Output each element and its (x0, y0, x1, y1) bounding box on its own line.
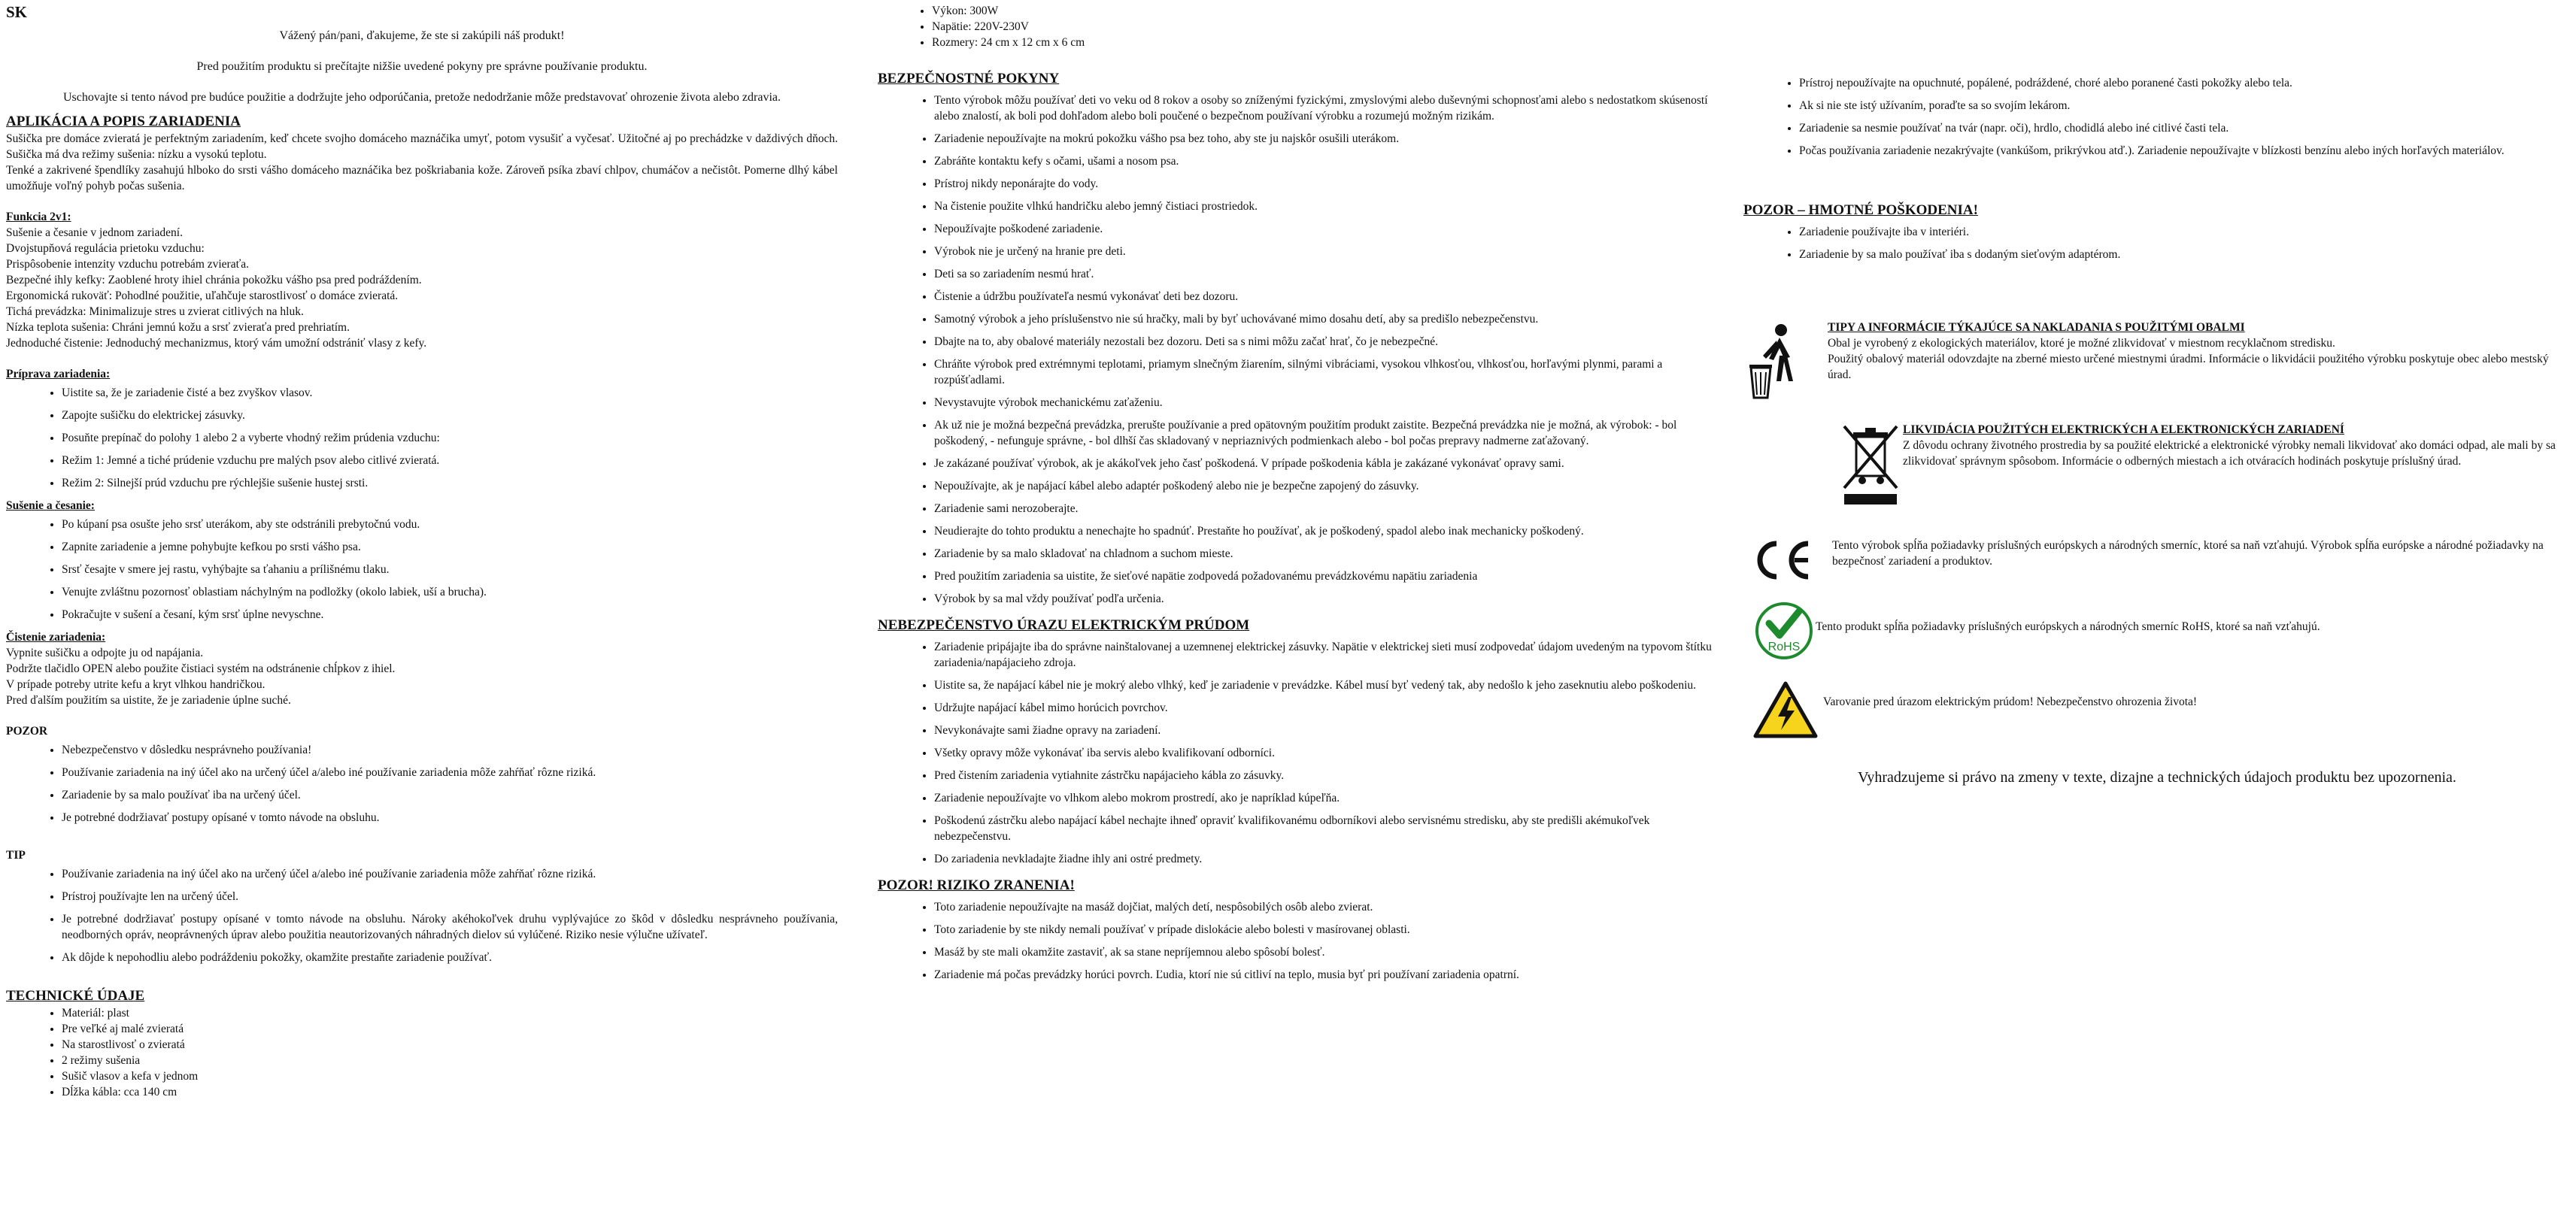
cleaning-line: Vypnite sušičku a odpojte ju od napájania. (6, 647, 204, 659)
function-heading: Funkcia 2v1: (6, 211, 71, 223)
list-item: • Chráňte výrobok pred extrémnymi teplotami, priamym slnečným žiarením, silnými vibráciami, vysokou vlhkosťou, vlhkosťou, horľavými plynmi, parami a rozpúšťadlami. (934, 356, 1718, 388)
list-item: • Materiál: plast (62, 1005, 838, 1021)
damage-heading: POZOR – HMOTNÉ POŠKODENIA! (1743, 202, 1978, 218)
list-item: • Počas používania zariadenie nezakrývajte (vankúšom, prikrývkou atď.). Zariadenie nepoužívajte v blízkosti benzínu alebo iných horľavých materiálov. (1799, 143, 2571, 159)
list-item: • 2 režimy sušenia (62, 1053, 838, 1068)
packaging-text-2: Použitý obalový materiál odovzdajte na zberné miesto určené miestnymi úradmi. Informácie o likvidácii použitého výrobku poskytuje obec alebo mestský úrad. (1828, 353, 2549, 381)
list-item: • Zariadenie nepoužívajte na mokrú pokožku vášho psa bez toho, aby ste ju najskôr osušili uterákom. (934, 131, 1718, 147)
shock-heading: NEBEZPEČENSTVO ÚRAZU ELEKTRICKÝM PRÚDOM (878, 617, 1250, 633)
rohs-text: Tento produkt spĺňa požiadavky príslušných európskych a národných smerníc RoHS, ktoré sa naň vzťahujú. (1816, 620, 2320, 633)
list-item: • Poškodenú zástrčku alebo napájací kábel nechajte ihneď opraviť kvalifikovanému odborníkovi alebo servisnému stredisku, aby ste predišli akémukoľvek nebezpečenstvu. (934, 813, 1718, 844)
list-item: • Zariadenie sami nerozoberajte. (934, 501, 1718, 517)
list-item: • Uistite sa, že je zariadenie čisté a bez zvyškov vlasov. (62, 385, 838, 401)
rohs-section (1743, 601, 2571, 664)
damage-list (1743, 224, 2571, 262)
list-item: • Udržujte napájací kábel mimo horúcich povrchov. (934, 700, 1718, 716)
list-item: • Deti sa so zariadením nesmú hrať. (934, 266, 1718, 282)
list-item: • Toto zariadenie by ste nikdy nemali používať v prípade dislokácie alebo bolesti v masírovanej oblasti. (934, 922, 1718, 938)
list-item: • Venujte zvláštnu pozornosť oblastiam náchylným na podložky (okolo labiek, uší a brucha). (62, 584, 838, 600)
cleaning-line: V prípade potreby utrite kefu a kryt vlhkou handričkou. (6, 678, 265, 691)
function-line: Tichá prevádzka: Minimalizuje stres u zvierat citlivých na hluk. (6, 305, 304, 318)
list-item: • Používanie zariadenia na iný účel ako na určený účel a/alebo iné používanie zariadenia môže zahŕňať rôzne riziká. (62, 866, 838, 882)
shock-warning-section (1743, 679, 2571, 742)
tech-list (6, 1005, 838, 1100)
function-line: Sušenie a česanie v jednom zariadení. (6, 226, 183, 239)
preparation-list (6, 385, 838, 491)
language-heading: SK (6, 3, 28, 21)
column-1 (6, 0, 838, 1100)
injury-list (878, 899, 1718, 983)
list-item: • Nevystavujte výrobok mechanickému zaťaženiu. (934, 395, 1718, 411)
tech-list-continued (878, 3, 1718, 50)
list-item: • Neudierajte do tohto produktu a nenechajte ho spadnúť. Prestaňte ho používať, ak je poškodený, spadol alebo inak mechanicky poškodený. (934, 523, 1718, 539)
list-item: • Pre veľké aj malé zvieratá (62, 1021, 838, 1037)
shock-list (878, 639, 1718, 867)
column-2 (878, 0, 1718, 989)
preparation-heading: Príprava zariadenia: (6, 368, 111, 380)
list-item: • Zabráňte kontaktu kefy s očami, ušami a nosom psa. (934, 153, 1718, 169)
list-item: • Zapojte sušičku do elektrickej zásuvky. (62, 408, 838, 423)
application-text-1: Sušička pre domáce zvieratá je perfektným zariadením, keď chcete svojho domáceho maznáčika umyť, potom vysušiť a vyčesať. Užitočné aj po prechádzke v daždivých dňoch. Sušička má dva režimy sušenia: nízku a vysokú teplotu. (6, 132, 838, 161)
list-item: • Napätie: 220V-230V (932, 19, 1718, 35)
weee-text: Z dôvodu ochrany životného prostredia by sa použité elektrické a elektronické výrobky nemali likvidovať ako domáci odpad, ale mali by sa zlikvidovať správnym spôsobom. Informácie o odberných miestach a ich otváracích hodinách poskytuje príslušný úrad. (1903, 439, 2556, 468)
list-item: • Ak dôjde k nepohodliu alebo podráždeniu pokožky, okamžite prestaňte zariadenie používať. (62, 950, 838, 965)
list-item: • Do zariadenia nevkladajte žiadne ihly ani ostré predmety. (934, 851, 1718, 867)
list-item: • Na čistenie použite vlhkú handričku alebo jemný čistiaci prostriedok. (934, 198, 1718, 214)
list-item: • Režim 1: Jemné a tiché prúdenie vzduchu pre malých psov alebo citlivé zvieratá. (62, 453, 838, 468)
intro-text-1: Pred použitím produktu si prečítajte nižšie uvedené pokyny pre správne používanie produktu. (196, 60, 648, 73)
cleaning-line: Podržte tlačidlo OPEN alebo použite čistiaci systém na odstránenie chĺpkov z ihiel. (6, 662, 396, 675)
function-list (6, 225, 838, 351)
function-line: Jednoduché čistenie: Jednoduchý mechanizmus, ktorý vám umožní odstrániť vlasy z kefy. (6, 337, 427, 350)
list-item: • Výrobok by sa mal vždy používať podľa určenia. (934, 591, 1718, 607)
function-line: Prispôsobenie intenzity vzduchu potrebám zvieraťa. (6, 258, 249, 271)
list-item: • Pred čistením zariadenia vytiahnite zástrčku napájacieho kábla zo zásuvky. (934, 768, 1718, 783)
list-item: • Posuňte prepínač do polohy 1 alebo 2 a vyberte vhodný režim prúdenia vzduchu: (62, 430, 838, 446)
tip-list (6, 866, 838, 965)
list-item: • Prístroj nepoužívajte na opuchnuté, popálené, podráždené, choré alebo poranené časti pokožky alebo tela. (1799, 75, 2571, 91)
rohs-label: RoHS (1767, 641, 1801, 653)
weee-heading: LIKVIDÁCIA POUŽITÝCH ELEKTRICKÝCH A ELEKTRONICKÝCH ZARIADENÍ (1903, 423, 2344, 436)
list-item: • Nepoužívajte poškodené zariadenie. (934, 221, 1718, 237)
crossed-bin-icon (1840, 422, 1901, 506)
list-item: • Masáž by ste mali okamžite zastaviť, ak sa stane nepríjemnou alebo spôsobí bolesť. (934, 944, 1718, 960)
list-item: • Toto zariadenie nepoužívajte na masáž dojčiat, malých detí, nespôsobilých osôb alebo zvierat. (934, 899, 1718, 915)
injury-list-continued (1743, 75, 2571, 159)
list-item: • Ak už nie je možná bezpečná prevádzka, prerušte používanie a pred opätovným použitím produkt zaistite. Bezpečná prevádzka nie je možná, ak výrobok: - bol poškodený, - nefunguje správne, - bol dlhší čas skladovaný v nepriaznivých podmienkach alebo - bol počas prepravy nadmerne zaťažovaný. (934, 417, 1718, 449)
tidy-man-icon (1746, 323, 1799, 401)
cleaning-line: Pred ďalším použitím sa uistite, že je zariadenie úplne suché. (6, 694, 291, 707)
list-item: • Režim 2: Silnejší prúd vzduchu pre rýchlejšie sušenie hustej srsti. (62, 475, 838, 491)
list-item: • Nepoužívajte, ak je napájací kábel alebo adaptér poškodený alebo nie je bezpečne zapojený do zásuvky. (934, 478, 1718, 494)
column-3 (1743, 0, 2571, 787)
list-item: • Pred použitím zariadenia sa uistite, že sieťové napätie zodpovedá požadovanému prevádzkovému napätiu zariadenia (934, 568, 1718, 584)
greeting: Vážený pán/pani, ďakujeme, že ste si zakúpili náš produkt! (279, 29, 565, 42)
drying-list (6, 517, 838, 623)
function-line: Nízka teplota sušenia: Chráni jemnú kožu a srsť zvieraťa pred prehriatím. (6, 321, 350, 334)
list-item: • Samotný výrobok a jeho príslušenstvo nie sú hračky, mali by byť uchovávané mimo dosahu detí, aby sa predišlo nebezpečenstvu. (934, 311, 1718, 327)
list-item: • Ak si nie ste istý užívaním, poraďte sa so svojím lekárom. (1799, 98, 2571, 114)
ce-text: Tento výrobok spĺňa požiadavky príslušných európskych a národných smerníc, ktoré sa naň vzťahujú. Výrobok spĺňa európske a národné požiadavky na bezpečnosť zariadení a produktov. (1832, 539, 2544, 568)
list-item: • Zariadenie by sa malo používať iba na určený účel. (62, 787, 838, 803)
ce-mark-icon (1749, 538, 1813, 583)
rohs-icon (1754, 601, 1814, 661)
ce-section (1743, 538, 2571, 583)
packaging-heading: TIPY A INFORMÁCIE TÝKAJÚCE SA NAKLADANIA S POUŽITÝMI OBALMI (1828, 321, 2245, 334)
list-item: • Používanie zariadenia na iný účel ako na určený účel a/alebo iné používanie zariadenia môže zahŕňať rôzne riziká. (62, 765, 838, 780)
packaging-text-1: Obal je vyrobený z ekologických materiálov, ktoré je možné zlikvidovať v miestnom recyklačnom stredisku. (1828, 337, 2335, 350)
safety-list (878, 92, 1718, 607)
list-item: • Výrobok nie je určený na hranie pre deti. (934, 244, 1718, 259)
list-item: • Dbajte na to, aby obalové materiály nezostali bez dozoru. Deti sa s nimi môžu začať hrať, čo je nebezpečné. (934, 334, 1718, 350)
application-text-2: Tenké a zakrivené špendlíky zasahujú hlboko do srsti vášho domáceho maznáčika bez poškriabania kože. Zároveň psíka zbaví chlpov, chumáčov a nečistôt. Pomerne dlhý kábel umožňuje voľný pohyb počas sušenia. (6, 164, 838, 192)
list-item: • Zariadenie používajte iba v interiéri. (1799, 224, 2571, 240)
list-item: • Zariadenie pripájajte iba do správne nainštalovanej a uzemnenej elektrickej zásuvky. Napätie v elektrickej sieti musí zodpovedať údajom uvedeným na typovom štítku zariadenia/napájacieho zdroja. (934, 639, 1718, 671)
safety-heading: BEZPEČNOSTNÉ POKYNY (878, 71, 1060, 86)
list-item: • Zariadenie nepoužívajte vo vlhkom alebo mokrom prostredí, ako je napríklad kúpeľňa. (934, 790, 1718, 806)
list-item: • Všetky opravy môže vykonávať iba servis alebo kvalifikovaní odborníci. (934, 745, 1718, 761)
list-item: • Je zakázané používať výrobok, ak je akákoľvek jeho časť poškodená. V prípade poškodenia kábla je zakázané vykonávať opravy sami. (934, 456, 1718, 471)
list-item: • Je potrebné dodržiavať postupy opísané v tomto návode na obsluhu. Nároky akéhokoľvek druhu vyplývajúce zo škôd v dôsledku nesprávneho používania, neodborných opráv, neoprávnených úprav alebo použitia neautorizovaných náhradných dielov sú vylúčené. Riziko nesie výlučne užívateľ. (62, 911, 838, 943)
list-item: • Zariadenie by sa malo skladovať na chladnom a suchom mieste. (934, 546, 1718, 562)
list-item: • Zariadenie má počas prevádzky horúci povrch. Ľudia, ktorí nie sú citliví na teplo, musia byť pri používaní zariadenia opatrní. (934, 967, 1718, 983)
list-item: • Po kúpaní psa osušte jeho srsť uterákom, aby ste odstránili prebytočnú vodu. (62, 517, 838, 532)
tech-heading: TECHNICKÉ ÚDAJE (6, 988, 145, 1004)
shock-warning-text: Varovanie pred úrazom elektrickým prúdom! Nebezpečenstvo ohrozenia života! (1823, 695, 2198, 708)
application-heading: APLIKÁCIA A POPIS ZARIADENIA (6, 114, 241, 129)
list-item: • Výkon: 300W (932, 3, 1718, 19)
caution-list (6, 742, 838, 826)
injury-heading: POZOR! RIZIKO ZRANENIA! (878, 877, 1075, 893)
list-item: • Nevykonávajte sami žiadne opravy na zariadení. (934, 723, 1718, 738)
list-item: • Zariadenie sa nesmie používať na tvár (napr. oči), hrdlo, chodidlá alebo iné citlivé časti tela. (1799, 120, 2571, 136)
footer-note: Vyhradzujeme si právo na zmeny v texte, dizajne a technických údajoch produktu bez upozornenia. (1858, 769, 2456, 786)
list-item: • Dĺžka kábla: cca 140 cm (62, 1084, 838, 1100)
high-voltage-icon (1752, 680, 1819, 739)
list-item: • Na starostlivosť o zvieratá (62, 1037, 838, 1053)
list-item: • Uistite sa, že napájací kábel nie je mokrý alebo vlhký, keď je zariadenie v prevádzke. Kábel musí byť vedený tak, aby nedošlo k jeho zaseknutiu alebo poškodeniu. (934, 677, 1718, 693)
list-item: • Srsť česajte v smere jej rastu, vyhýbajte sa ťahaniu a prílišnému tlaku. (62, 562, 838, 577)
list-item: • Zapnite zariadenie a jemne pohybujte kefkou po srsti vášho psa. (62, 539, 838, 555)
list-item: • Prístroj používajte len na určený účel. (62, 889, 838, 904)
tip-heading: TIP (6, 849, 26, 862)
function-line: Bezpečné ihly kefky: Zaoblené hroty ihiel chránia pokožku vášho psa pred podráždením. (6, 274, 422, 286)
weee-section (1743, 422, 2571, 512)
list-item: • Tento výrobok môžu používať deti vo veku od 8 rokov a osoby so zníženými fyzickými, zmyslovými alebo duševnými schopnosťami alebo s nedostatkom skúseností alebo znalostí, ak boli pod dohľadom alebo boli poučené o bezpečnom používaní výrobku a rozumejú možným rizikám. (934, 92, 1718, 124)
list-item: • Je potrebné dodržiavať postupy opísané v tomto návode na obsluhu. (62, 810, 838, 826)
list-item: • Zariadenie by sa malo používať iba s dodaným sieťovým adaptérom. (1799, 247, 2571, 262)
list-item: • Nebezpečenstvo v dôsledku nesprávneho používania! (62, 742, 838, 758)
function-line: Ergonomická rukoväť: Pohodlné použitie, uľahčuje starostlivosť o domáce zvieratá. (6, 289, 399, 302)
packaging-section (1743, 320, 2571, 410)
list-item: • Sušič vlasov a kefa v jednom (62, 1068, 838, 1084)
function-line: Dvojstupňová regulácia prietoku vzduchu: (6, 242, 205, 255)
cleaning-heading: Čistenie zariadenia: (6, 631, 106, 644)
caution-heading: POZOR (6, 725, 48, 738)
drying-heading: Sušenie a česanie: (6, 499, 95, 512)
list-item: • Pokračujte v sušení a česaní, kým srsť úplne nevyschne. (62, 607, 838, 623)
list-item: • Rozmery: 24 cm x 12 cm x 6 cm (932, 35, 1718, 50)
intro-text-2: Uschovajte si tento návod pre budúce použitie a dodržujte jeho odporúčania, pretože nedodržanie môže predstavovať ohrozenie života alebo zdravia. (62, 91, 781, 104)
list-item: • Čistenie a údržbu používateľa nesmú vykonávať deti bez dozoru. (934, 289, 1718, 305)
list-item: • Prístroj nikdy neponárajte do vody. (934, 176, 1718, 192)
